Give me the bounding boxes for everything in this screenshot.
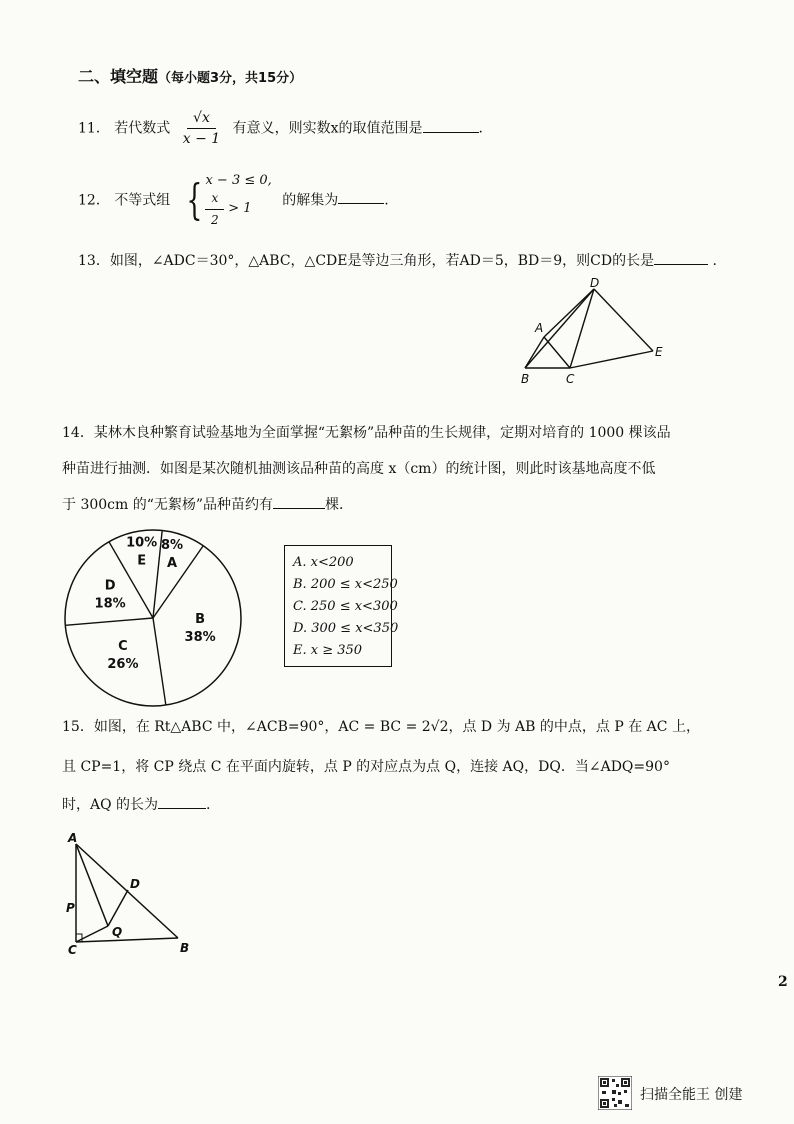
section-note: （每小题3分，共15分） bbox=[158, 71, 303, 86]
question-11: 11． 若代数式 $\frac{√x}{x - 1}$ 有意义，则实数x的取值范围是 . bbox=[78, 110, 483, 147]
answer-blank-14[interactable] bbox=[273, 496, 325, 509]
question-15-line-2: 且 CP=1，将 CP 绕点 C 在平面内旋转，点 P 的对应点为点 Q，连接 AQ，DQ．当∠ADQ=90° bbox=[62, 759, 670, 775]
pie-label-a-category: A bbox=[166, 555, 178, 571]
fraction-sqrt-x-over-x-minus-1: $\frac{√x}{x - 1}$ bbox=[182, 110, 221, 147]
legend-item-c: C. 250 ≤ x<300 bbox=[293, 599, 398, 614]
question-14-line-2: 种苗进行抽测．如图是某次随机抽测该品种苗的高度 x（cm）的统计图，则此时该基地高度不低 bbox=[62, 461, 656, 477]
pie-slice-boundary-d bbox=[65, 618, 153, 625]
pie-label-a-percent: 8% bbox=[160, 537, 184, 553]
legend-item-b: B. 200 ≤ x<250 bbox=[293, 577, 398, 592]
footer-watermark: 扫描全能王 创建 bbox=[640, 1087, 743, 1103]
pie-label-b-percent: 38% bbox=[184, 630, 216, 646]
section-title: 二、填空题（每小题3分，共15分） bbox=[78, 67, 303, 86]
segment-qd bbox=[108, 890, 128, 926]
inequality-system: { x − 3 ≤ 0, $\frac{x}{2}$ > 1 bbox=[186, 173, 272, 227]
pie-label-b-category: B bbox=[195, 612, 206, 628]
answer-blank-15[interactable] bbox=[158, 796, 206, 809]
label-a: A bbox=[535, 321, 544, 335]
answer-blank-13[interactable] bbox=[654, 252, 708, 265]
question-15-line-1: 15．如图，在 Rt△ABC 中，∠ACB=90°，AC = BC = 2√2，点 D 为 AB 的中点，点 P 在 AC 上， bbox=[62, 719, 700, 735]
pie-label-d-category: D bbox=[104, 578, 116, 594]
pie-slice-boundary-c bbox=[153, 618, 166, 705]
question-14-line-3: 于 300cm 的“无絮杨”品种苗约有 棵． bbox=[62, 497, 354, 513]
legend-item-d: D. 300 ≤ x<350 bbox=[293, 621, 399, 636]
figure-15-right-triangle bbox=[60, 830, 200, 960]
question-12: 12． 不等式组 { x − 3 ≤ 0, $\frac{x}{2}$ > 1 的解集为 . bbox=[78, 173, 389, 227]
legend-item-e: E. x ≥ 350 bbox=[293, 643, 363, 658]
segment-ba bbox=[525, 337, 544, 368]
answer-blank-11[interactable] bbox=[423, 120, 479, 133]
page-number: 2 bbox=[778, 974, 788, 990]
legend-item-a: A. x<200 bbox=[293, 555, 354, 570]
label-p: P bbox=[66, 901, 75, 915]
pie-label-c-percent: 26% bbox=[107, 656, 139, 672]
pie-label-d-percent: 18% bbox=[94, 596, 126, 612]
segment-cb bbox=[76, 938, 178, 942]
question-15-line-3: 时，AQ 的长为 . bbox=[62, 797, 211, 813]
label-b: B bbox=[180, 941, 190, 955]
label-d: D bbox=[130, 877, 140, 891]
answer-blank-12[interactable] bbox=[338, 191, 384, 204]
label-q: Q bbox=[112, 925, 123, 939]
qr-code-icon bbox=[598, 1076, 632, 1110]
question-13: 13．如图，∠ADC＝30°，△ABC，△CDE是等边三角形，若AD＝5，BD＝9，则CD的长是 . bbox=[78, 253, 717, 269]
pie-slice-boundary-b bbox=[153, 546, 203, 618]
pie-chart bbox=[58, 526, 248, 710]
label-e: E bbox=[655, 345, 663, 359]
pie-label-c-category: C bbox=[118, 638, 128, 654]
label-b: B bbox=[521, 372, 530, 386]
segment-de bbox=[594, 289, 653, 351]
pie-legend bbox=[284, 545, 399, 667]
figure-13-triangles bbox=[510, 275, 690, 395]
label-c: C bbox=[68, 943, 77, 957]
pie-label-e-category: E bbox=[137, 553, 147, 569]
segment-ce bbox=[570, 351, 653, 368]
label-c: C bbox=[566, 372, 575, 386]
segment-aq bbox=[76, 844, 108, 926]
pie-label-e-percent: 10% bbox=[126, 535, 158, 551]
label-a: A bbox=[68, 831, 78, 845]
question-14-line-1: 14．某林木良种繁育试验基地为全面掌握“无絮杨”品种苗的生长规律，定期对培育的 1000 棵该品 bbox=[62, 425, 671, 441]
label-d: D bbox=[590, 276, 600, 290]
